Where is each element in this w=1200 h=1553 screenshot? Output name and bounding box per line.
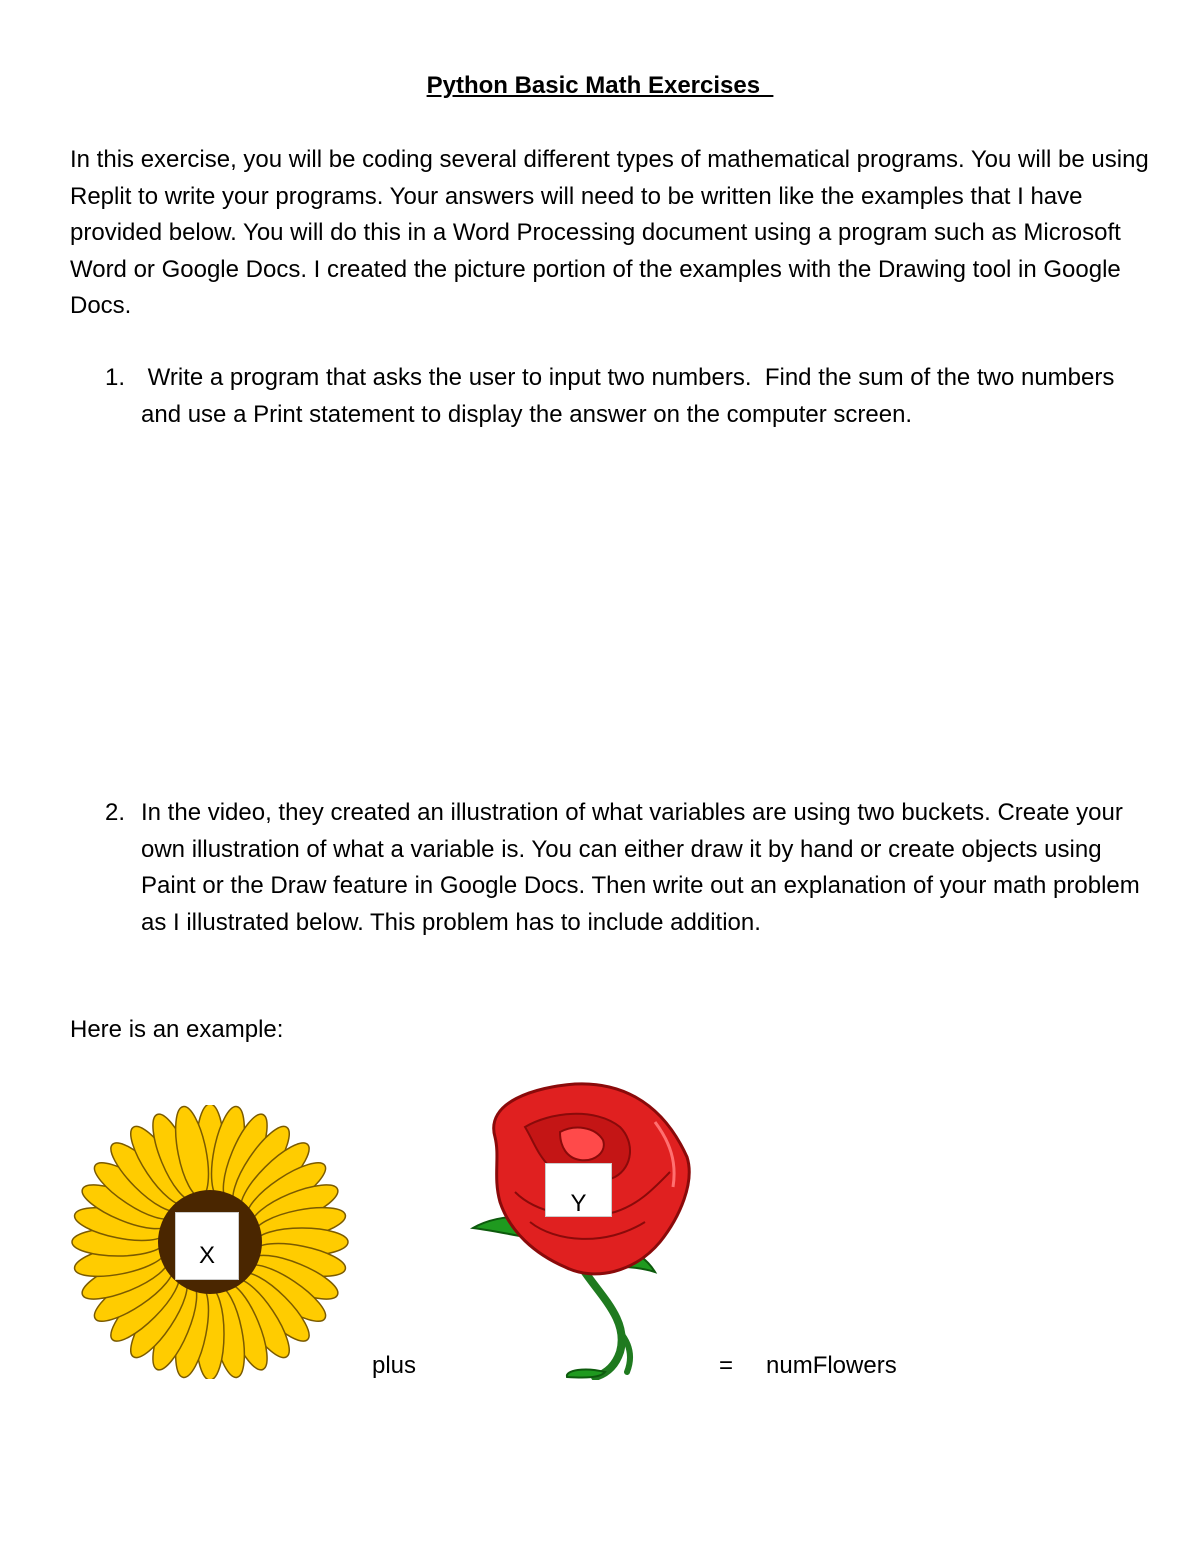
variable-x-box: X <box>175 1212 239 1280</box>
plus-text: plus <box>372 1352 417 1379</box>
list-text-1: Write a program that asks the user to input two numbers. Find the sum of the two numbers and use a Print statement to display the answer on the computer screen. <box>141 364 1122 428</box>
list-item-1 <box>70 360 1145 433</box>
intro-paragraph: In this exercise, you will be coding several different types of mathematical programs. You will be using Replit to write your programs. Your answers will need to be written like the examples that I have provided below. You will do this in a Word Processing document using a program such as Microsoft Word or Google Docs. I created the picture portion of the examples with the Drawing tool in Google Docs. <box>70 146 1149 320</box>
equals-sign: = <box>719 1352 734 1379</box>
document-title: Python Basic Math Exercises <box>426 72 774 99</box>
result-variable: numFlowers <box>766 1352 897 1379</box>
list-text-2: In the video, they created an illustration of what variables are using two buckets. Create your own illustration of what a variable is. You can either draw it by hand or create objects using Paint or the Draw feature in Google Docs. Then write out an explanation of your math problem as I illustrated below. This problem has to include addition. <box>141 799 1140 936</box>
list-item-2 <box>70 795 1145 941</box>
rose-image <box>455 1082 695 1380</box>
example-label: Here is an example: <box>70 1016 284 1043</box>
list-number-1: 1. <box>105 364 126 391</box>
variable-y-box: Y <box>545 1163 612 1217</box>
list-number-2: 2. <box>105 799 126 826</box>
